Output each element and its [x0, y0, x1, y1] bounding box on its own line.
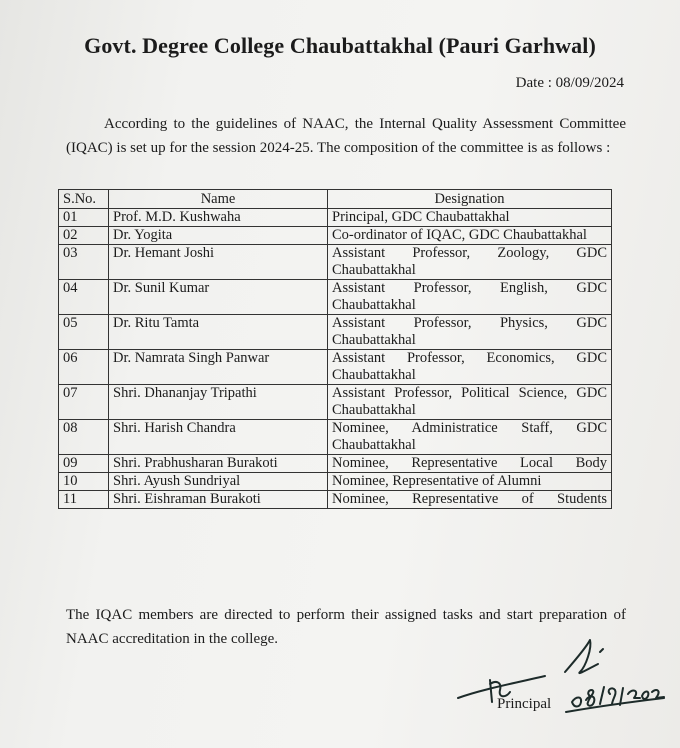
row-designation: Assistant Professor, Economics, GDC Chaubattakhal — [328, 350, 612, 385]
committee-table — [58, 189, 612, 509]
table-header-row — [59, 190, 612, 209]
row-designation: Nominee, Administratice Staff, GDC Chaubattakhal — [328, 420, 612, 455]
row-name: Shri. Ayush Sundriyal — [109, 473, 328, 491]
table-row — [59, 385, 612, 420]
row-designation: Principal, GDC Chaubattakhal — [328, 209, 612, 227]
row-designation: Assistant Professor, Political Science, GDC Chaubattakhal — [328, 385, 612, 420]
row-name: Dr. Hemant Joshi — [109, 245, 328, 280]
column-header-designation: Designation — [328, 190, 612, 209]
row-sno: 04 — [59, 280, 109, 315]
row-sno: 02 — [59, 227, 109, 245]
row-designation: Assistant Professor, Physics, GDC Chaubattakhal — [328, 315, 612, 350]
row-name: Dr. Namrata Singh Panwar — [109, 350, 328, 385]
principal-signature — [450, 632, 670, 722]
signatory-label: Principal — [497, 696, 552, 712]
column-header-name: Name — [109, 190, 328, 209]
table-row — [59, 455, 612, 473]
intro-paragraph: According to the guidelines of NAAC, the Internal Quality Assessment Committee (IQAC) is set up for the session 2024-25. The composition of the committee is as follows : — [66, 116, 626, 156]
row-name: Shri. Prabhusharan Burakoti — [109, 455, 328, 473]
closing-paragraph: The IQAC members are directed to perform their assigned tasks and start preparation of NAAC accreditation in the college. — [66, 607, 626, 647]
table-row — [59, 227, 612, 245]
row-sno: 03 — [59, 245, 109, 280]
row-name: Shri. Harish Chandra — [109, 420, 328, 455]
table-row — [59, 350, 612, 385]
row-sno: 11 — [59, 491, 109, 509]
row-sno: 09 — [59, 455, 109, 473]
row-name: Shri. Eishraman Burakoti — [109, 491, 328, 509]
table-row — [59, 420, 612, 455]
row-name: Dr. Ritu Tamta — [109, 315, 328, 350]
row-name: Dr. Sunil Kumar — [109, 280, 328, 315]
row-designation: Assistant Professor, English, GDC Chaubattakhal — [328, 280, 612, 315]
row-sno: 05 — [59, 315, 109, 350]
row-designation: Nominee, Representative of Alumni — [328, 473, 612, 491]
table-row — [59, 491, 612, 509]
table-row — [59, 280, 612, 315]
row-sno: 07 — [59, 385, 109, 420]
column-header-sno: S.No. — [59, 190, 109, 209]
row-designation: Assistant Professor, Zoology, GDC Chaubattakhal — [328, 245, 612, 280]
table-row — [59, 315, 612, 350]
table-row — [59, 209, 612, 227]
row-designation: Nominee, Representative Local Body — [328, 455, 612, 473]
row-name: Prof. M.D. Kushwaha — [109, 209, 328, 227]
row-designation: Co-ordinator of IQAC, GDC Chaubattakhal — [328, 227, 612, 245]
document-date: Date : 08/09/2024 — [515, 75, 624, 91]
row-name: Shri. Dhananjay Tripathi — [109, 385, 328, 420]
row-name: Dr. Yogita — [109, 227, 328, 245]
row-sno: 10 — [59, 473, 109, 491]
college-title: Govt. Degree College Chaubattakhal (Pauri Garhwal) — [84, 33, 596, 58]
row-sno: 06 — [59, 350, 109, 385]
row-sno: 01 — [59, 209, 109, 227]
table-row — [59, 245, 612, 280]
row-designation: Nominee, Representative of Students — [328, 491, 612, 509]
row-sno: 08 — [59, 420, 109, 455]
table-row — [59, 473, 612, 491]
